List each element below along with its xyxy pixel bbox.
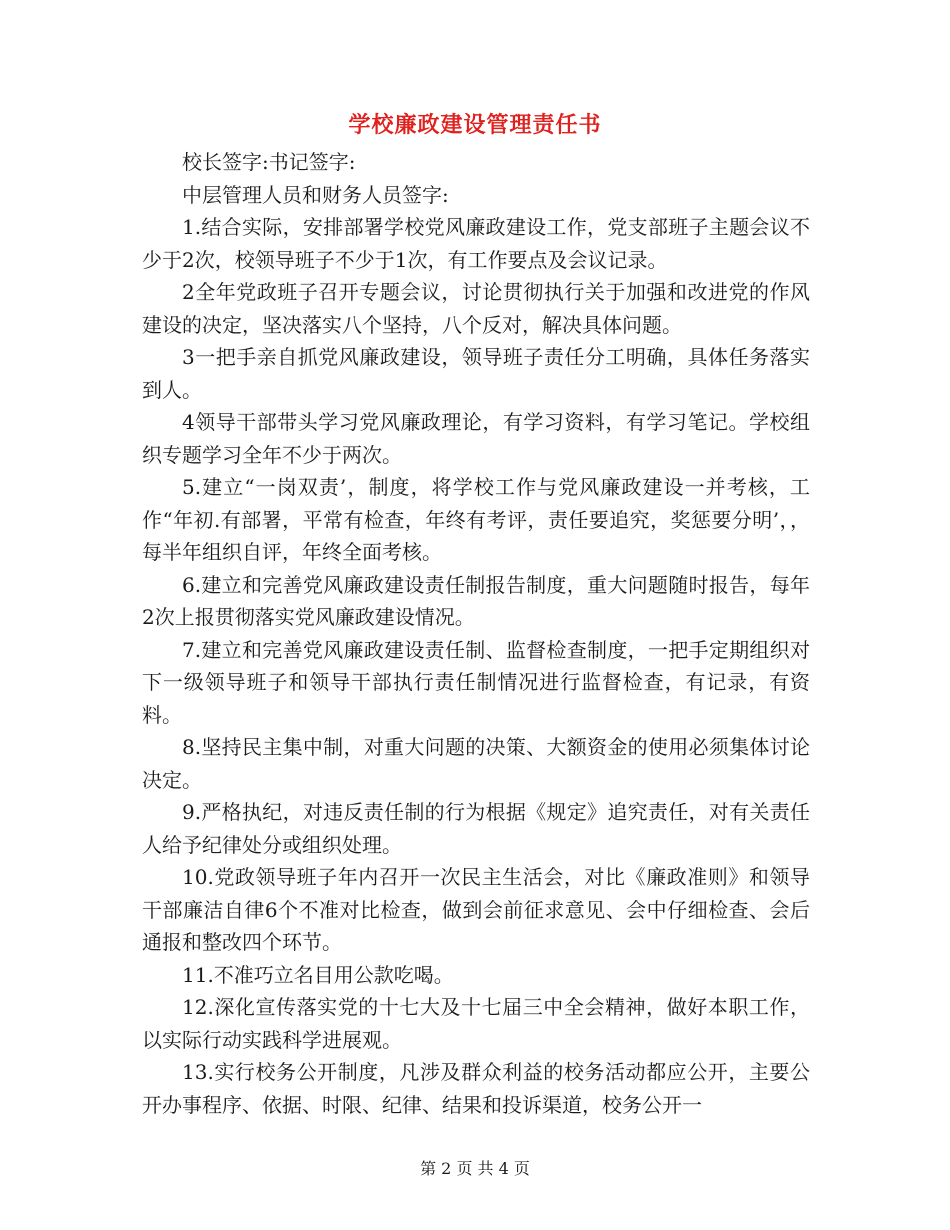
paragraph-item-1: 1.结合实际，安排部署学校党风廉政建设工作，党支部班子主题会议不少于2次，校领导班子不少于1次，有工作要点及会议记录。	[142, 215, 810, 272]
page-number-footer: 第 2 页 共 4 页	[420, 1159, 530, 1178]
paragraph-item-6: 6.建立和完善党风廉政建设责任制报告制度，重大问题随时报告，每年2次上报贯彻落实党风廉政建设情况。	[142, 572, 810, 629]
paragraph-item-13: 13.实行校务公开制度，凡涉及群众利益的校务活动都应公开，主要公开办事程序、依据、时限、纪律、结果和投诉渠道，校务公开一	[142, 1060, 810, 1117]
paragraph-item-5: 5.建立“一岗双责’，制度，将学校工作与党风廉政建设一并考核，工作“年初.有部署，平常有检查，年终有考评，责任要追究，奖惩要分明’，，每半年组织自评，年终全面考核。	[142, 475, 810, 564]
document-title: 学校廉政建设管理责任书	[348, 112, 602, 138]
paragraph-item-4: 4领导干部带头学习党风廉政理论，有学习资料，有学习笔记。学校组织专题学习全年不少于两次。	[142, 410, 810, 467]
paragraph-item-9: 9.严格执纪，对违反责任制的行为根据《规定》追究责任，对有关责任人给予纪律处分或组织处理。	[142, 800, 810, 857]
paragraph-item-7: 7.建立和完善党风廉政建设责任制、监督检查制度，一把手定期组织对下一级领导班子和领导干部执行责任制情况进行监督检查，有记录，有资料。	[142, 637, 810, 727]
paragraph-item-8: 8.坚持民主集中制，对重大问题的决策、大额资金的使用必须集体讨论决定。	[142, 735, 810, 792]
signature-line-principal: 校长签字:书记签字:	[182, 150, 356, 174]
paragraph-item-10: 10.党政领导班子年内召开一次民主生活会，对比《廉政准则》和领导干部廉洁自律6个不准对比检查，做到会前征求意见、会中仔细检查、会后通报和整改四个环节。	[142, 865, 810, 954]
paragraph-item-2: 2全年党政班子召开专题会议，讨论贯彻执行关于加强和改进党的作风建设的决定，坚决落实八个坚持，八个反对，解决具体问题。	[142, 280, 810, 337]
document-body	[142, 146, 810, 1121]
paragraph-item-3: 3一把手亲自抓党风廉政建设，领导班子责任分工明确，具体任务落实到人。	[142, 345, 810, 402]
signature-line-staff: 中层管理人员和财务人员签字:	[182, 182, 449, 207]
paragraph-item-11: 11.不准巧立名目用公款吃喝。	[182, 962, 454, 987]
paragraph-item-12: 12.深化宣传落实党的十七大及十七届三中全会精神，做好本职工作，以实际行动实践科学进展观。	[142, 995, 810, 1052]
